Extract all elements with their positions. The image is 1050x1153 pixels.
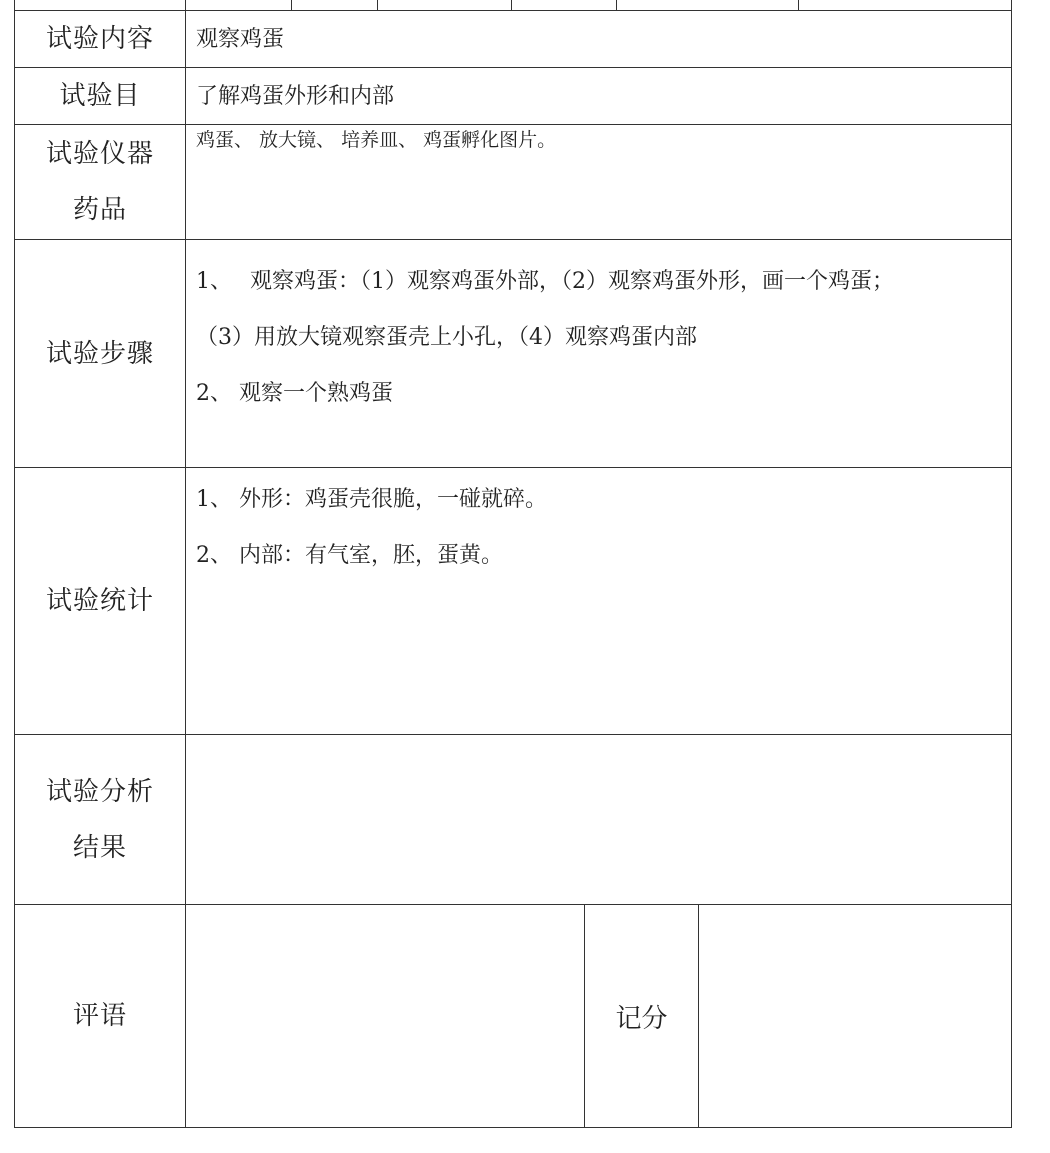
step-line-3: 2、 观察一个熟鸡蛋 xyxy=(196,381,393,406)
label-steps: 试验步骤 xyxy=(15,240,186,468)
statistics-line-1: 1、 外形：鸡蛋壳很脆，一碰就碎。 xyxy=(196,487,547,512)
value-analysis[interactable] xyxy=(186,735,1012,905)
label-content: 试验内容 xyxy=(15,11,186,68)
label-comment: 评语 xyxy=(15,905,186,1128)
value-content[interactable]: 观察鸡蛋 xyxy=(186,11,1012,68)
row-aim xyxy=(15,68,1012,125)
value-comment[interactable] xyxy=(186,905,585,1127)
experiment-record-form xyxy=(14,0,1011,1114)
top-cutoff-row xyxy=(15,0,1012,11)
label-equipment xyxy=(15,125,186,240)
row-content xyxy=(15,11,1012,68)
comment-cell xyxy=(186,905,1012,1128)
top-cutoff-subcells xyxy=(186,0,1011,10)
label-aim: 试验目 xyxy=(15,68,186,125)
top-subcell-b xyxy=(292,0,378,10)
row-analysis xyxy=(15,735,1012,905)
top-subcell-c xyxy=(378,0,512,10)
value-statistics[interactable] xyxy=(186,468,1012,735)
row-steps xyxy=(15,240,1012,468)
statistics-line-2: 2、 内部：有气室，胚，蛋黄。 xyxy=(196,543,503,568)
top-subcell-f xyxy=(799,0,1011,10)
value-steps[interactable] xyxy=(186,240,1012,468)
top-cutoff-cell-2 xyxy=(186,0,1012,11)
row-comment xyxy=(15,905,1012,1128)
value-score[interactable] xyxy=(699,905,1011,1127)
row-equipment xyxy=(15,125,1012,240)
step-line-2: （3）用放大镜观察蛋壳上小孔，（4）观察鸡蛋内部 xyxy=(196,325,697,350)
top-cutoff-cell-1 xyxy=(15,0,186,11)
label-equipment-line1: 试验仪器 xyxy=(45,139,154,169)
label-analysis-line2: 结果 xyxy=(72,832,127,863)
value-equipment[interactable]: 鸡蛋、 放大镜、 培养皿、 鸡蛋孵化图片。 xyxy=(186,125,1012,240)
form-table xyxy=(14,0,1012,1128)
top-subcell-d xyxy=(512,0,617,10)
label-analysis xyxy=(15,735,186,905)
label-equipment-line2: 药品 xyxy=(72,195,127,225)
label-analysis-line1: 试验分析 xyxy=(45,776,154,807)
step-line-1: 1、 观察鸡蛋：（1）观察鸡蛋外部，（2）观察鸡蛋外形，画一个鸡蛋； xyxy=(196,269,894,294)
top-subcell-a xyxy=(186,0,292,10)
row-statistics xyxy=(15,468,1012,735)
comment-split xyxy=(186,905,1011,1127)
top-subcell-e xyxy=(617,0,799,10)
value-aim[interactable]: 了解鸡蛋外形和内部 xyxy=(186,68,1012,125)
label-statistics: 试验统计 xyxy=(15,468,186,735)
label-score: 记分 xyxy=(585,905,699,1127)
